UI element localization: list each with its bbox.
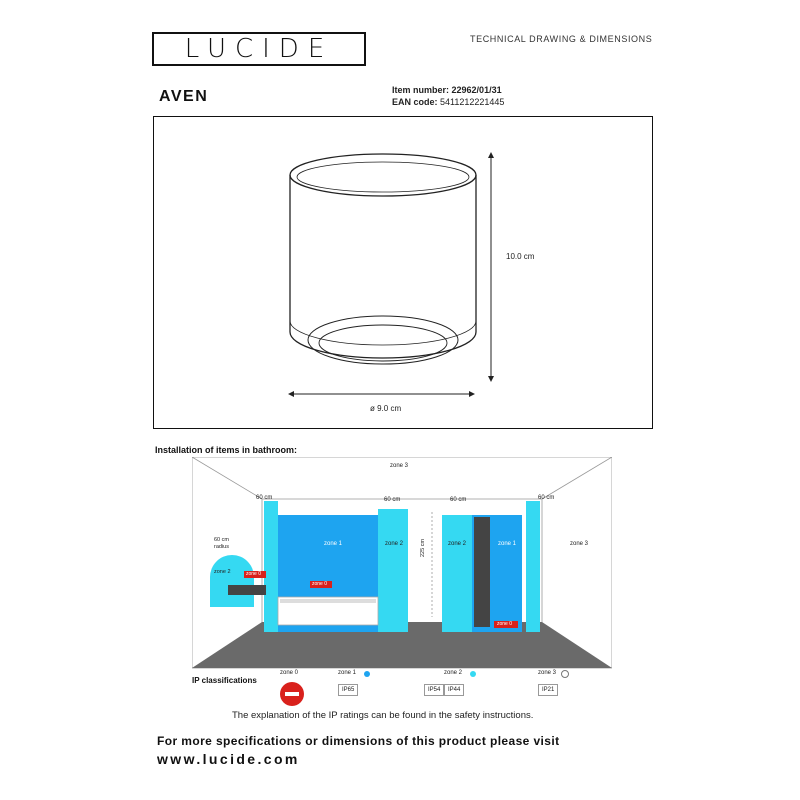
zone2-left-strip — [264, 501, 278, 632]
ip65-box: IP65 — [338, 684, 358, 696]
radius-label-2: radius — [214, 544, 229, 550]
ip-zone2: zone 2 — [444, 670, 463, 676]
bathroom-title: Installation of items in bathroom: — [155, 445, 298, 455]
zone2-sink-label: zone 2 — [214, 569, 231, 575]
ip21-box: IP21 — [538, 684, 558, 696]
zone2-left-label: zone 2 — [385, 541, 404, 547]
item-number-line: Item number: 22962/01/31 — [392, 85, 502, 95]
zone2-right-strip — [526, 501, 540, 632]
footer-line1: For more specifications or dimensions of this product please visit — [157, 734, 560, 748]
footer-website-link[interactable]: www.lucide.com — [157, 751, 300, 767]
ip-zone1: zone 1 — [338, 670, 357, 676]
zone2-bath-side — [378, 509, 408, 632]
zone2-right-label: zone 2 — [448, 541, 467, 547]
ip-zone3: zone 3 — [538, 670, 557, 676]
cylinder-outline — [290, 154, 476, 364]
zone2-sink — [210, 555, 254, 607]
shower-glass — [474, 517, 490, 627]
logo-text: LUCIDE — [184, 34, 334, 64]
height-225-label: 225 cm — [420, 538, 426, 557]
bathroom-illustration — [192, 457, 612, 669]
zone0-shower-label: zone 0 — [497, 621, 513, 627]
zone0-bath-label: zone 0 — [312, 581, 328, 587]
no-entry-icon — [280, 682, 304, 706]
product-name: AVEN — [159, 88, 209, 105]
ip44-box: IP44 — [444, 684, 464, 696]
zone3-dot-icon — [561, 670, 569, 678]
ip-title: IP classifications — [192, 676, 257, 685]
ean-code: 5411212221445 — [440, 97, 505, 107]
height-label: 10.0 cm — [506, 252, 535, 261]
zone2-shower-side — [442, 515, 472, 632]
dist-label-4: 60 cm — [538, 495, 555, 501]
zone2-dot-icon — [470, 671, 476, 677]
zone3-top-label: zone 3 — [390, 463, 409, 469]
zone1-dot-icon — [364, 671, 370, 677]
ip-row — [276, 670, 616, 710]
technical-drawing-frame — [153, 116, 653, 429]
item-info — [392, 84, 504, 108]
zone1-right-label: zone 1 — [498, 541, 517, 547]
dist-label-2: 60 cm — [384, 497, 401, 503]
sink — [228, 585, 266, 595]
radius-label-1: 60 cm — [214, 537, 229, 543]
bathroom-diagram — [192, 457, 612, 669]
zone1-left-label: zone 1 — [324, 541, 343, 547]
lucide-logo — [152, 32, 366, 66]
zone3-right-label: zone 3 — [570, 541, 589, 547]
dist-label-3: 60 cm — [450, 497, 467, 503]
item-number: 22962/01/31 — [451, 85, 502, 95]
ean-line: EAN code: 5411212221445 — [392, 97, 505, 107]
ip54-box: IP54 — [424, 684, 444, 696]
header-tagline: TECHNICAL DRAWING & DIMENSIONS — [470, 34, 653, 44]
zone0-sink-label: zone 0 — [246, 571, 262, 577]
ip-explanation: The explanation of the IP ratings can be found in the safety instructions. — [232, 710, 534, 721]
diameter-label: ø 9.0 cm — [370, 404, 402, 413]
ip-zone0: zone 0 — [280, 670, 299, 676]
dist-label-1: 60 cm — [256, 495, 273, 501]
product-drawing — [154, 117, 651, 427]
